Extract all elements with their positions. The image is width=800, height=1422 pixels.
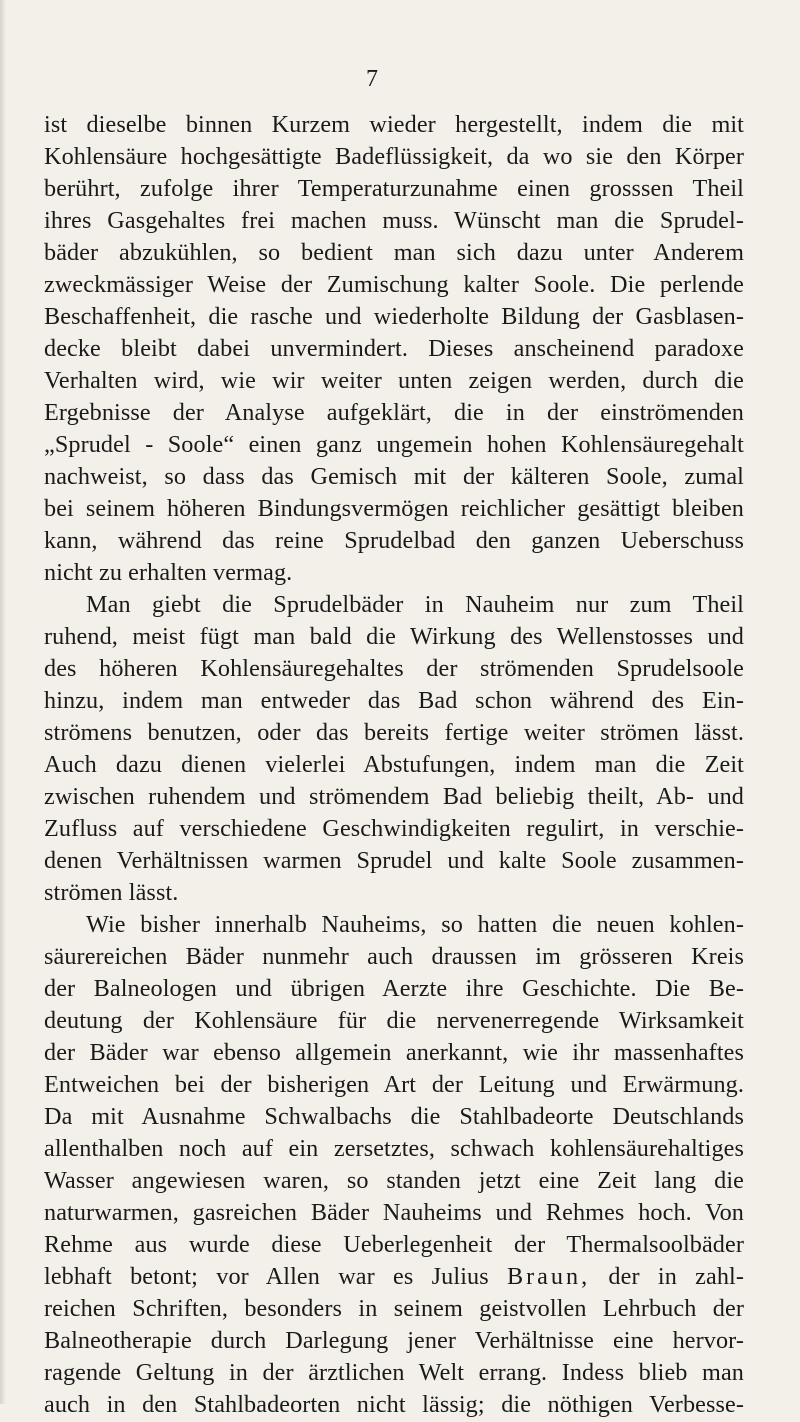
text-line: nicht zu erhalten vermag.	[44, 559, 293, 586]
text-line: Beschaffenheit, die rasche und wiederholte Bildung der Gasblasen-	[44, 303, 744, 330]
text-line: Balneotherapie durch Darlegung jener Verhältnisse eine hervor-	[44, 1327, 744, 1354]
text-line: Auch dazu dienen vielerlei Abstufungen, indem man die Zeit	[44, 751, 744, 778]
text-line: deutung der Kohlensäure für die nervenerregende Wirksamkeit	[44, 1007, 744, 1034]
text-line: strömens benutzen, oder das bereits fertige weiter strömen lässt.	[44, 719, 744, 746]
text-line: Rehme aus wurde diese Ueberlegenheit der Thermalsoolbäder	[44, 1231, 744, 1258]
text-line: Zufluss auf verschiedene Geschwindigkeiten regulirt, in verschie-	[44, 815, 744, 842]
text-segment: der in zahl-	[590, 1263, 744, 1290]
text-line: Wie bisher innerhalb Nauheims, so hatten die neuen kohlen-	[86, 911, 744, 938]
text-line: Da mit Ausnahme Schwalbachs die Stahlbadeorte Deutschlands	[44, 1103, 744, 1130]
text-line: naturwarmen, gasreichen Bäder Nauheims und Rehmes hoch. Von	[44, 1199, 744, 1226]
text-line: ruhend, meist fügt man bald die Wirkung des Wellenstosses und	[44, 623, 744, 650]
text-line	[44, 1260, 744, 1294]
text-line: ist dieselbe binnen Kurzem wieder hergestellt, indem die mit	[44, 111, 744, 138]
text-line: säurereichen Bäder nunmehr auch draussen im grösseren Kreis	[44, 943, 744, 970]
author-name-spaced: Braun,	[506, 1263, 591, 1290]
text-line: zweckmässiger Weise der Zumischung kalter Soole. Die perlende	[44, 271, 744, 298]
text-line: „Sprudel - Soole“ einen ganz ungemein hohen Kohlensäuregehalt	[44, 431, 744, 458]
text-segment: lebhaft betont; vor Allen war es Julius	[44, 1263, 507, 1290]
page-edge-shadow	[0, 0, 6, 1404]
text-line: berührt, zufolge ihrer Temperaturzunahme einen grosssen Theil	[44, 175, 744, 202]
text-line: kann, während das reine Sprudelbad den ganzen Ueberschuss	[44, 527, 744, 554]
text-line: auch in den Stahlbadeorten nicht lässig; die nöthigen Verbesse-	[44, 1391, 744, 1418]
text-line: des höheren Kohlensäuregehaltes der strömenden Sprudelsoole	[44, 655, 744, 682]
text-line: allenthalben noch auf ein zersetztes, schwach kohlensäurehaltiges	[44, 1135, 744, 1162]
text-line: Verhalten wird, wie wir weiter unten zeigen werden, durch die	[44, 367, 744, 394]
text-line: denen Verhältnissen warmen Sprudel und kalte Soole zusammen-	[44, 847, 744, 874]
text-line: ragende Geltung in der ärztlichen Welt errang. Indess blieb man	[44, 1359, 744, 1386]
text-line: Kohlensäure hochgesättigte Badeflüssigkeit, da wo sie den Körper	[44, 143, 744, 170]
text-line: Wasser angewiesen waren, so standen jetzt eine Zeit lang die	[44, 1167, 744, 1194]
text-line: Entweichen bei der bisherigen Art der Leitung und Erwärmung.	[44, 1071, 744, 1098]
text-line: Ergebnisse der Analyse aufgeklärt, die in der einströmenden	[44, 399, 744, 426]
page-number: 7	[366, 66, 378, 92]
text-line: strömen lässt.	[44, 879, 179, 906]
text-line: der Bäder war ebenso allgemein anerkannt, wie ihr massenhaftes	[44, 1039, 744, 1066]
text-line: ihres Gasgehaltes frei machen muss. Wünscht man die Sprudel-	[44, 207, 744, 234]
text-line: der Balneologen und übrigen Aerzte ihre Geschichte. Die Be-	[44, 975, 744, 1002]
text-line: hinzu, indem man entweder das Bad schon während des Ein-	[44, 687, 744, 714]
text-line: Man giebt die Sprudelbäder in Nauheim nur zum Theil	[86, 591, 744, 618]
text-line: decke bleibt dabei unvermindert. Dieses anscheinend paradoxe	[44, 335, 744, 362]
text-line: zwischen ruhendem und strömendem Bad beliebig theilt, Ab- und	[44, 783, 744, 810]
text-line: nachweist, so dass das Gemisch mit der kälteren Soole, zumal	[44, 463, 744, 490]
text-line: bei seinem höheren Bindungsvermögen reichlicher gesättigt bleiben	[44, 495, 744, 522]
text-line: reichen Schriften, besonders in seinem geistvollen Lehrbuch der	[44, 1295, 744, 1322]
text-line: bäder abzukühlen, so bedient man sich dazu unter Anderem	[44, 239, 744, 266]
